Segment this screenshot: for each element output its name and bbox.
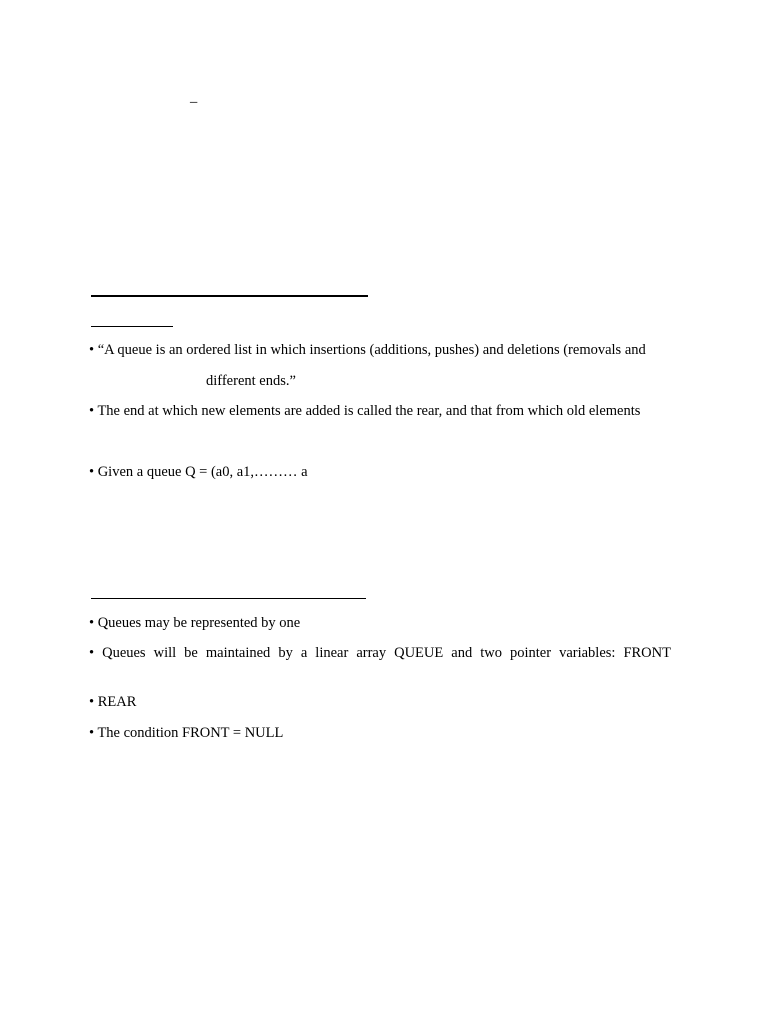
- definition-bullet-line-2: different ends.”: [206, 373, 296, 389]
- given-queue-bullet: • Given a queue Q = (a0, a1,……… a: [89, 464, 308, 480]
- section-title-underline: [91, 295, 368, 297]
- front-null-bullet: • The condition FRONT = NULL: [89, 725, 284, 741]
- rear-front-bullet: • The end at which new elements are added is called the rear, and that from which old elements: [89, 403, 641, 419]
- definition-bullet-line-1: • “A queue is an ordered list in which insertions (additions, pushes) and deletions (removals and: [89, 342, 646, 358]
- top-mark: –: [190, 94, 198, 110]
- section2-title-underline: [91, 598, 366, 599]
- rear-bullet: • REAR: [89, 694, 137, 710]
- subheading-underline: [91, 326, 173, 327]
- representation-bullet: • Queues may be represented by one: [89, 615, 301, 631]
- array-pointer-bullet: • Queues will be maintained by a linear array QUEUE and two pointer variables: FRONT: [89, 645, 671, 661]
